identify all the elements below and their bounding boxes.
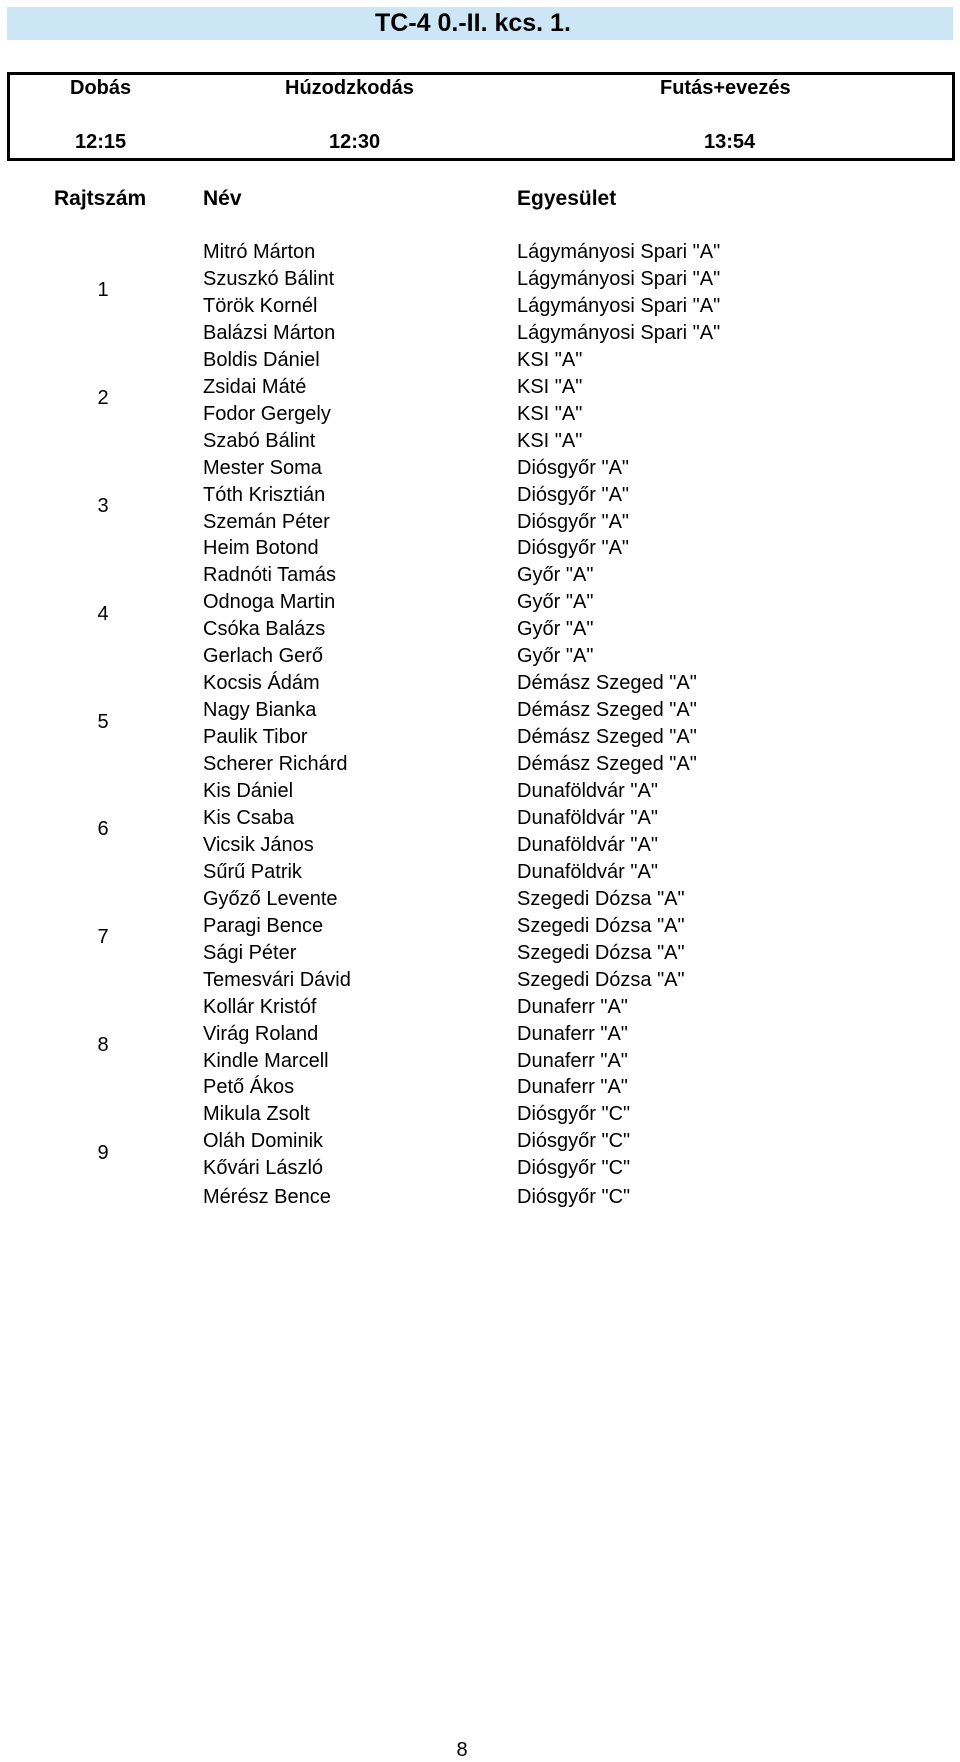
athlete-name: Virág Roland [203,1022,319,1045]
time-pullups: 12:30 [329,131,381,153]
table-row [0,428,960,455]
table-row [0,266,960,293]
athlete-club: Győr "A" [517,618,594,641]
table-row [0,1128,960,1155]
page-number: 8 [456,1739,468,1761]
table-row [0,401,960,428]
table-row [0,509,960,536]
athlete-name: Mitró Márton [203,241,316,263]
athlete-club: Szegedi Dózsa "A" [517,941,685,964]
athlete-club: Démász Szeged "A" [517,726,697,749]
athlete-name: Zsidai Máté [203,375,307,398]
athlete-club: Lágymányosi Spari "A" [517,241,721,263]
table-row [0,643,960,670]
athlete-club: Szegedi Dózsa "A" [517,968,685,991]
heat-number: 6 [97,818,109,841]
athlete-name: Oláh Dominik [203,1130,324,1153]
athlete-club: Dunaferr "A" [517,995,628,1018]
athlete-name: Mester Soma [203,456,322,479]
table-row [0,1021,960,1048]
header-club: Egyesület [517,187,617,210]
athlete-name: Szabó Bálint [203,429,316,452]
athlete-name: Radnóti Tamás [203,564,337,587]
athlete-name: Tóth Krisztián [203,483,326,506]
table-row [0,616,960,643]
athlete-name: Szuszkó Bálint [203,267,335,290]
athlete-name: Kővári László [203,1157,324,1180]
athlete-name: Szemán Péter [203,510,330,533]
athlete-name: Győző Levente [203,887,338,910]
athlete-club: Dunaferr "A" [517,1049,628,1072]
athlete-club: KSI "A" [517,402,583,425]
table-row [0,832,960,859]
event-run-row: Futás+evezés [660,77,791,99]
table-row [0,293,960,320]
athlete-name: Kindle Marcell [203,1049,329,1072]
event-throw: Dobás [70,77,132,99]
athlete-name: Boldis Dániel [203,348,320,371]
header-name: Név [203,187,242,210]
header-start-number: Rajtszám [54,187,147,210]
athlete-club: Démász Szeged "A" [517,753,697,776]
table-row [0,562,960,589]
athlete-name: Nagy Bianka [203,699,317,722]
athlete-name: Paulik Tibor [203,726,308,749]
athlete-club: Diósgyőr "C" [517,1186,631,1209]
table-row [0,589,960,616]
athlete-name: Scherer Richárd [203,753,348,776]
table-row [0,886,960,913]
athlete-name: Balázsi Márton [203,321,336,344]
athlete-club: Diósgyőr "C" [517,1103,631,1126]
athlete-club: Győr "A" [517,564,594,587]
table-row [0,724,960,751]
athlete-name: Kis Dániel [203,780,294,802]
title-bar [7,7,953,40]
athlete-club: Démász Szeged "A" [517,672,697,695]
athlete-name: Temesvári Dávid [203,968,351,991]
heat-number: 9 [97,1141,109,1164]
table-row [0,967,960,994]
athlete-club: Szegedi Dózsa "A" [517,914,685,937]
athlete-club: Diósgyőr "A" [517,510,630,533]
athlete-name: Heim Botond [203,537,319,560]
athlete-name: Csóka Balázs [203,618,326,641]
table-row [0,374,960,401]
athlete-club: Diósgyőr "A" [517,456,630,479]
athlete-name: Odnoga Martin [203,591,336,614]
athlete-club: Diósgyőr "C" [517,1157,631,1180]
athlete-name: Mérész Bence [203,1186,331,1209]
table-row [0,1101,960,1128]
athlete-club: Lágymányosi Spari "A" [517,321,721,344]
table-row [0,455,960,482]
heat-number: 7 [97,926,109,949]
heat-number: 3 [97,495,109,518]
athlete-club: Diósgyőr "A" [517,537,630,560]
table-row [0,670,960,697]
athlete-club: Dunaföldvár "A" [517,806,658,829]
table-row [0,1074,960,1101]
athlete-club: KSI "A" [517,429,583,452]
athlete-club: Szegedi Dózsa "A" [517,887,685,910]
athlete-club: Lágymányosi Spari "A" [517,267,721,290]
table-row [0,940,960,967]
athlete-name: Fodor Gergely [203,402,331,425]
table-row [0,1184,960,1211]
event-pullups: Húzodzkodás [285,77,414,99]
table-row [0,859,960,886]
table-row [0,697,960,724]
athlete-name: Sági Péter [203,941,297,964]
table-row [0,1048,960,1075]
athlete-name: Mikula Zsolt [203,1103,310,1126]
heat-number: 5 [97,710,109,733]
athlete-club: Lágymányosi Spari "A" [517,294,721,317]
heat-number: 4 [97,602,109,625]
table-row [0,1155,960,1182]
athlete-club: Dunaföldvár "A" [517,833,658,856]
heat-number: 1 [97,279,109,302]
schedule-box [7,72,955,161]
athlete-name: Gerlach Gerő [203,645,324,668]
athlete-name: Sűrű Patrik [203,860,302,883]
table-row [0,239,960,266]
athlete-club: Dunaferr "A" [517,1076,628,1099]
athlete-club: Dunaföldvár "A" [517,780,658,802]
table-row [0,805,960,832]
table-row [0,320,960,347]
athlete-name: Kollár Kristóf [203,995,317,1018]
athlete-name: Kis Csaba [203,806,295,829]
table-row [0,347,960,374]
athlete-club: KSI "A" [517,375,583,398]
table-row [0,994,960,1021]
time-run-row: 13:54 [704,131,756,153]
table-row [0,482,960,509]
athlete-club: Győr "A" [517,645,594,668]
athlete-club: Diósgyőr "A" [517,483,630,506]
athlete-name: Pető Ákos [203,1076,295,1099]
athlete-club: Győr "A" [517,591,594,614]
heat-number: 8 [97,1034,109,1057]
athlete-club: Dunaferr "A" [517,1022,628,1045]
athlete-club: Diósgyőr "C" [517,1130,631,1153]
heat-number: 2 [97,387,109,410]
athlete-name: Paragi Bence [203,914,324,937]
athlete-club: KSI "A" [517,348,583,371]
athlete-name: Török Kornél [203,294,318,317]
table-row [0,535,960,562]
table-row [0,913,960,940]
time-throw: 12:15 [75,131,127,153]
table-row [0,778,960,805]
athlete-name: Kocsis Ádám [203,672,320,695]
table-row [0,751,960,778]
athlete-club: Démász Szeged "A" [517,699,697,722]
athlete-club: Dunaföldvár "A" [517,860,658,883]
page-title: TC-4 0.-II. kcs. 1. [375,9,571,37]
athlete-name: Vicsik János [203,833,314,856]
